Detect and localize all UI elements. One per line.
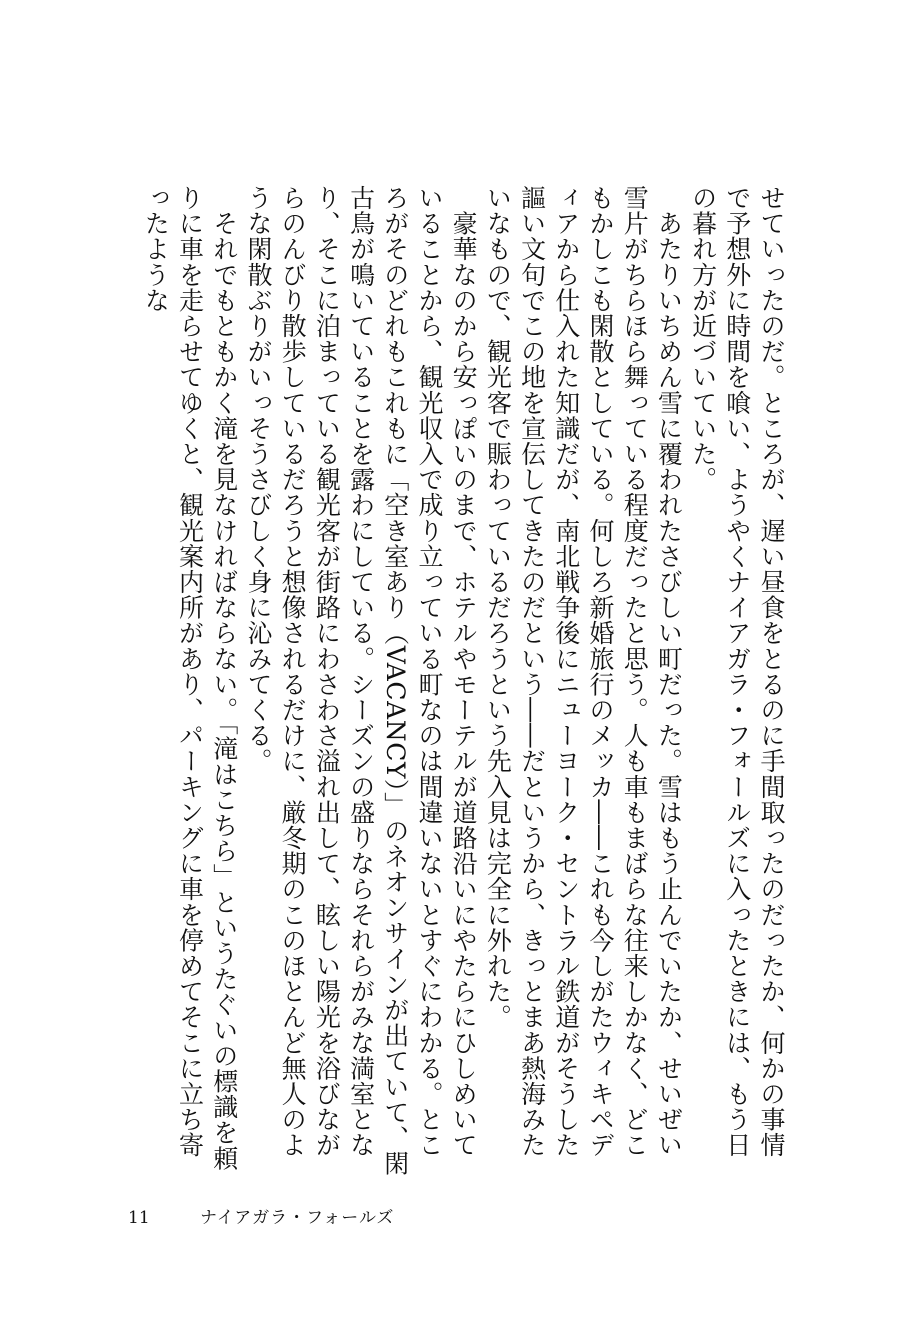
page-number: 11 [128,1208,150,1228]
running-title: ナイアガラ・フォールズ [200,1208,395,1228]
paragraph: せていったのだ。ところが、遅い昼食をとるのに手間取ったのだったか、何かの事情で予想外に時間を喰い、ようやくナイアガラ・フォールズに入ったときには、もう日の暮れ方が近づいていた。 [688,185,786,1158]
page-footer [0,1207,900,1237]
paragraph: 豪華なのから安っぽいのまで、ホテルやモーテルが道路沿いにやたらにひしめいていることから、観光収入で成り立っている町なのは間違いないとすぐにわかる。ところがそのどれもこれもに「空き室あり（VACANCY）」のネオンサインが出ていて、閑古鳥が鳴いていることを露わにしている。シーズンの盛りならそれらがみな満室となり、そこに泊まっている観光客が街路にわさわさ溢れ出して、眩しい陽光を浴びながらのんびり散歩しているだろうと想像されるだけに、厳冬期のこのほとんど無人のような閑散ぶりがいっそうさびしく身に沁みてくる。 [243,185,479,1177]
paragraph: あたりいちめん雪に覆われたさびしい町だった。雪はもう止んでいたか、せいぜい雪片がちらほら舞っている程度だったと思う。人も車もまばらな往来しかなく、どこもかしこも閑散としている。何しろ新婚旅行のメッカ――これも今しがたウィキペディアから仕入れた知識だが、南北戦争後にニューヨーク・セントラル鉄道がそうした謳い文句でこの地を宣伝してきたのだという――だというから、きっとまあ熱海みたいなもので、観光客で賑わっているだろうという先入見は完全に外れた。 [483,185,684,1158]
vertical-body-text [112,185,788,1180]
paragraph: それでもともかく滝を見なければならない。「滝はこちら」というたぐいの標識を頼りに車を走らせてゆくと、観光案内所があり、パーキングに車を停めてそこに立ち寄ったような [141,185,239,1171]
